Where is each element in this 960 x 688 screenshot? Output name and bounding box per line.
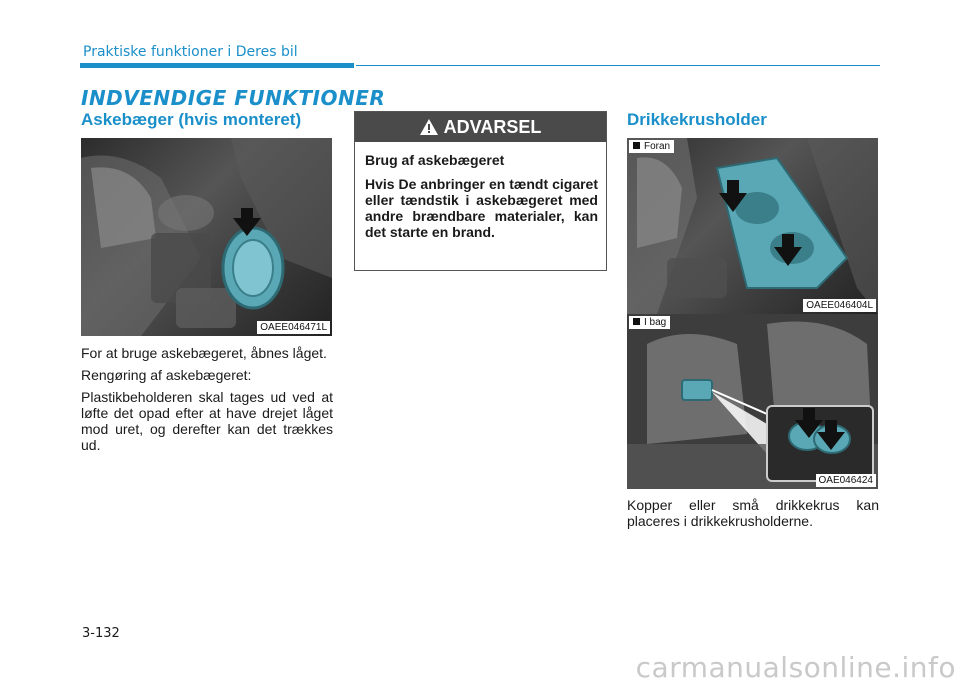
- square-bullet-icon: [633, 318, 640, 325]
- section-header: Praktiske funktioner i Deres bil: [83, 44, 298, 60]
- warning-body: [355, 142, 606, 240]
- image-code: OAEE046471L: [257, 321, 330, 334]
- cupholder-front-illustration: [627, 138, 878, 314]
- rear-tag-label: I bag: [644, 317, 667, 328]
- warning-header: [355, 112, 606, 142]
- ashtray-heading: Askebæger (hvis monteret): [81, 110, 302, 129]
- warning-label: ADVARSEL: [443, 116, 542, 137]
- paragraph: For at bruge askebægeret, åbnes låget.: [81, 345, 327, 361]
- cupholder-description: Kopper eller små drikkekrus kan placeres i drikkekrusholderne.: [627, 497, 879, 529]
- square-bullet-icon: [633, 142, 640, 149]
- page-number: 3-132: [82, 626, 120, 641]
- cupholder-heading: Drikkekrusholder: [627, 110, 767, 129]
- header-rule: [356, 65, 880, 66]
- rear-tag: [629, 316, 670, 329]
- watermark: carmanualsonline.info: [635, 651, 956, 684]
- warning-box: [354, 111, 607, 271]
- header-accent-bar: [80, 63, 354, 68]
- warning-title: Brug af askebægeret: [365, 152, 505, 168]
- front-tag: [629, 140, 674, 153]
- ashtray-description: [81, 345, 333, 459]
- ashtray-illustration: [81, 138, 332, 336]
- warning-text: Hvis De anbringer en tændt cigaret eller tændstik i askebægeret med andre brændbare materialer, kan det starte en brand.: [365, 176, 598, 240]
- page-title: INDVENDIGE FUNKTIONER: [81, 86, 386, 110]
- ashtray-photo: [81, 138, 332, 336]
- paragraph: Plastikbeholderen skal tages ud ved at løfte det opad efter at have drejet låget mod uret, og derefter kan det trækkes ud.: [81, 389, 333, 453]
- paragraph: Rengøring af askebægeret:: [81, 367, 252, 383]
- image-code: OAEE046404L: [803, 299, 876, 312]
- cupholder-rear-photo: [627, 314, 878, 489]
- cupholder-front-photo: [627, 138, 878, 314]
- cupholder-rear-illustration: [627, 314, 878, 489]
- front-tag-label: Foran: [644, 141, 671, 152]
- warning-triangle-icon: [420, 119, 438, 135]
- image-code: OAE046424: [816, 474, 877, 487]
